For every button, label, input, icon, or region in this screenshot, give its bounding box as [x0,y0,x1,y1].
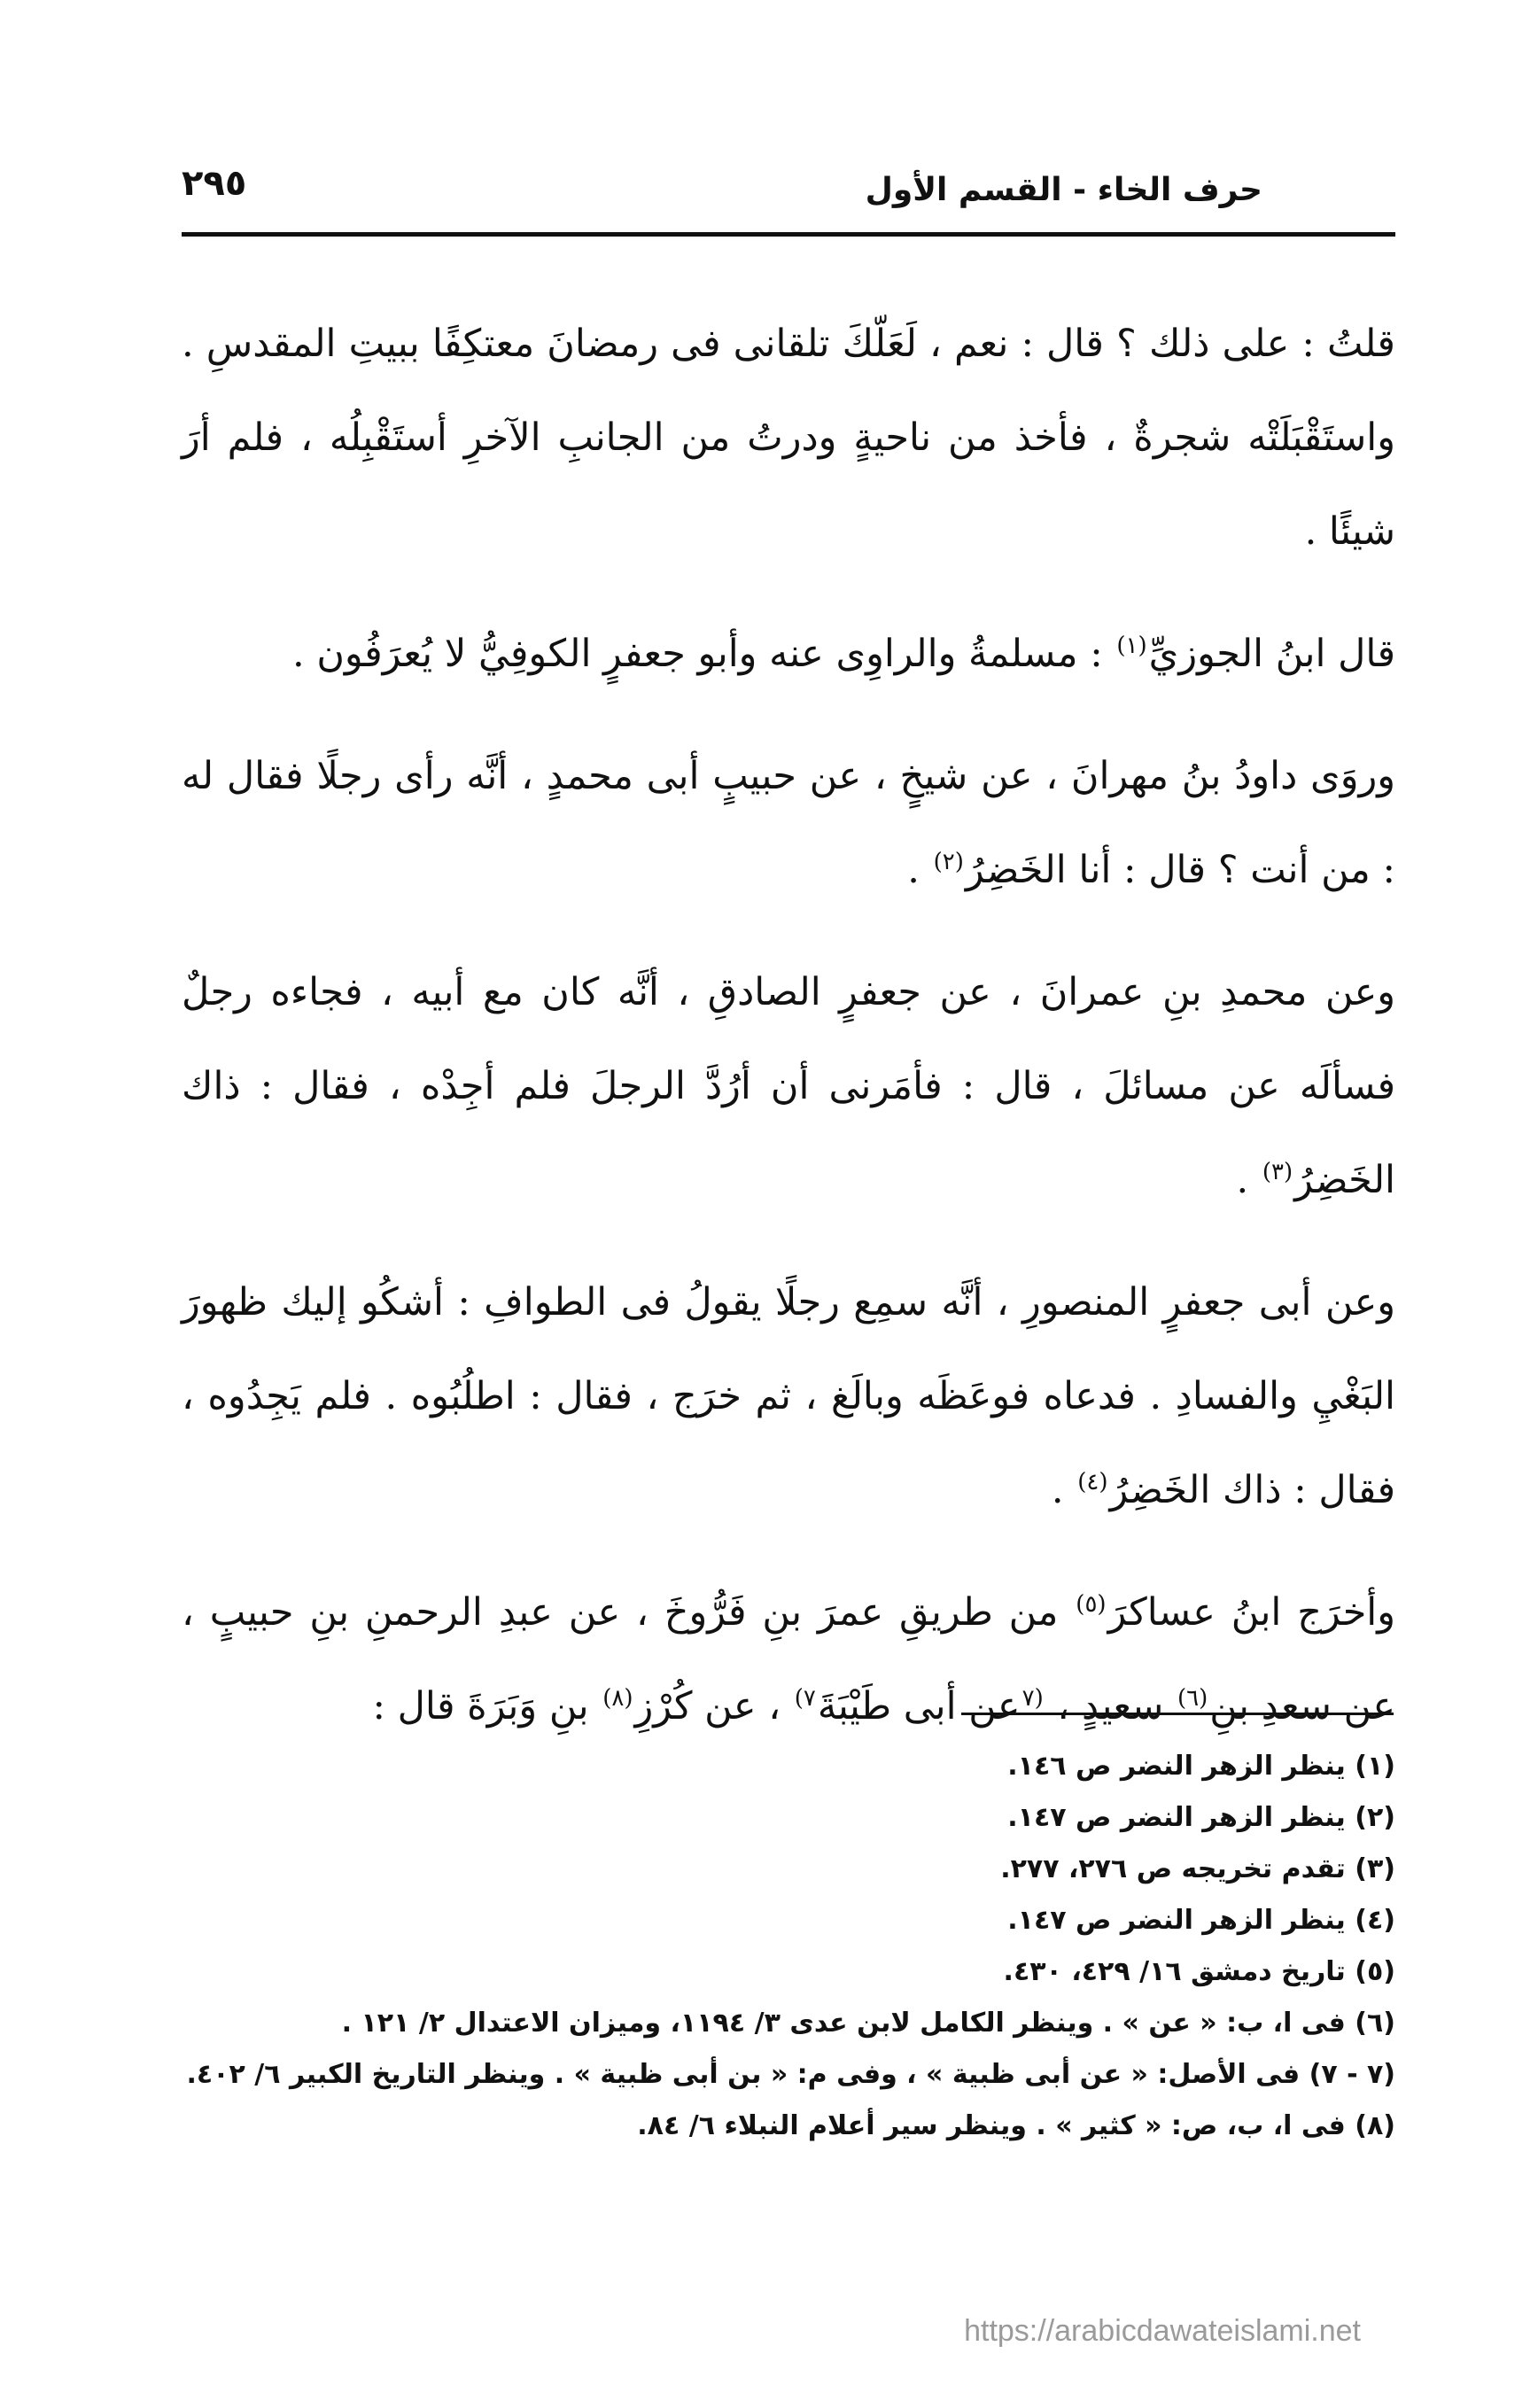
paragraph-4 [182,945,1395,1227]
paragraph-1 [182,297,1395,579]
footnote-6: (٦) فى ا، ب: « عن » . وينظر الكامل لابن عدى ٣/ ١١٩٤، وميزان الاعتدال ٢/ ١٢١ . [341,2008,1395,2039]
footnote-4: (٤) ينظر الزهر النضر ص ١٤٧. [1007,1905,1395,1936]
footnote-8: (٨) فى ا، ب، ص: « كثير » . وينظر سير أعلام النبلاء ٦/ ٨٤. [637,2110,1395,2141]
footnote-7: (٧ - ٧) فى الأصل: « عن أبى ظبية » ، وفى م: « بن أبى ظبية » . وينظر التاريخ الكبير ٦/ ٤٠٢. [186,2059,1395,2090]
footnote-separator [961,1713,1394,1715]
paragraph-3-text-a: وروَى داودُ بنُ مهرانَ ، عن شيخٍ ، عن حبيبٍ أبى محمدٍ ، أنَّه رأى رجلًا فقال له : من أنت ؟ قال : أنا الخَضِرُ [182,754,1395,892]
paragraph-4-text-a: وعن محمدِ بنِ عمرانَ ، عن جعفرٍ الصادقِ ، أنَّه كان مع أبيه ، فجاءه رجلٌ فسألَه عن مسائلَ ، قال : فأمَرنى أن أرُدَّ الرجلَ فلم أجِدْه ، فقال : ذاك الخَضِرُ [182,970,1395,1202]
paragraph-6-text-e: ، عن كُرْزِ [634,1684,781,1728]
paragraph-2-text-b: : مسلمةُ والراوِى عنه وأبو جعفرٍ الكوفِيُّ لا يُعرَفُون . [292,632,1103,676]
paragraph-5-text-b: . [1051,1468,1064,1512]
footnote-marker-4[interactable]: (٤) [1077,1468,1108,1495]
footnote-marker-7-open[interactable]: (٧ [1021,1684,1044,1712]
paragraph-4-text-b: . [1236,1158,1249,1202]
footnote-marker-3[interactable]: (٣) [1262,1158,1293,1185]
paragraph-6 [182,1565,1395,1753]
footnote-3: (٣) تقدم تخريجه ص ٢٧٦، ٢٧٧. [1000,1853,1395,1884]
main-text [182,297,1395,1782]
page-number: ٢٩٥ [182,163,247,204]
footnote-1: (١) ينظر الزهر النضر ص ١٤٦. [1007,1751,1395,1782]
paragraph-2 [182,607,1395,701]
paragraph-6-text-b: من طريقِ عمرَ بنِ فَرُّوخَ ، عن عبدِ الرحمنِ بنِ حبيبٍ ، عن سعدِ بنِ [182,1590,1395,1728]
footnote-2: (٢) ينظر الزهر النضر ص ١٤٧. [1007,1802,1395,1833]
running-title: حرف الخاء - القسم الأول [865,172,1262,208]
paragraph-6-text-a: وأخرَج ابنُ عساكرَ [1107,1590,1396,1635]
footnote-5: (٥) تاريخ دمشق ١٦/ ٤٢٩، ٤٣٠. [1003,1956,1395,1987]
footnote-marker-5[interactable]: (٥) [1076,1590,1107,1618]
paragraph-2-text-a: قال ابنُ الجوزيِّ [1148,632,1395,676]
paragraph-3-text-b: . [907,848,920,892]
paragraph-6-text-d: عن أبى طَيْبَةَ [817,1684,1021,1728]
paragraph-5-text-a: وعن أبى جعفرٍ المنصورِ ، أنَّه سمِع رجلًا يقولُ فى الطوافِ : أشكُو إليك ظهورَ البَغْيِ والفسادِ . فدعاه فوعَظَه وبالَغ ، ثم خرَج ، فقال : اطلُبُوه . فلم يَجِدُوه ، فقال : ذاك الخَضِرُ [182,1280,1395,1512]
paragraph-6-text-c: سعيدٍ ، [1057,1684,1164,1728]
paragraph-3 [182,729,1395,917]
paragraph-1-text: قلتُ : على ذلك ؟ قال : نعم ، لَعَلّكَ تلقانى فى رمضانَ معتكِفًا ببيتِ المقدسِ . واستَقْبَلَتْه شجرةٌ ، فأخذ من ناحيةٍ ودرتُ من الجانبِ الآخرِ أستَقْبِلُه ، فلم أرَ شيئًا . [182,322,1395,554]
footnote-marker-8[interactable]: (٨) [602,1684,633,1712]
footnotes [182,1741,1395,2152]
page-header [182,164,1395,226]
footnote-marker-2[interactable]: (٢) [933,848,964,875]
footnote-marker-6[interactable]: (٦) [1177,1684,1208,1712]
paragraph-6-text-f: بنِ وَبَرَةَ قال : [372,1684,589,1728]
paragraph-5 [182,1255,1395,1537]
footnote-marker-7-close[interactable]: ٧) [794,1684,816,1712]
watermark-url: https://arabicdawateislami.net [964,2314,1361,2348]
footnote-marker-1[interactable]: (١) [1116,632,1147,659]
header-rule [182,232,1395,237]
